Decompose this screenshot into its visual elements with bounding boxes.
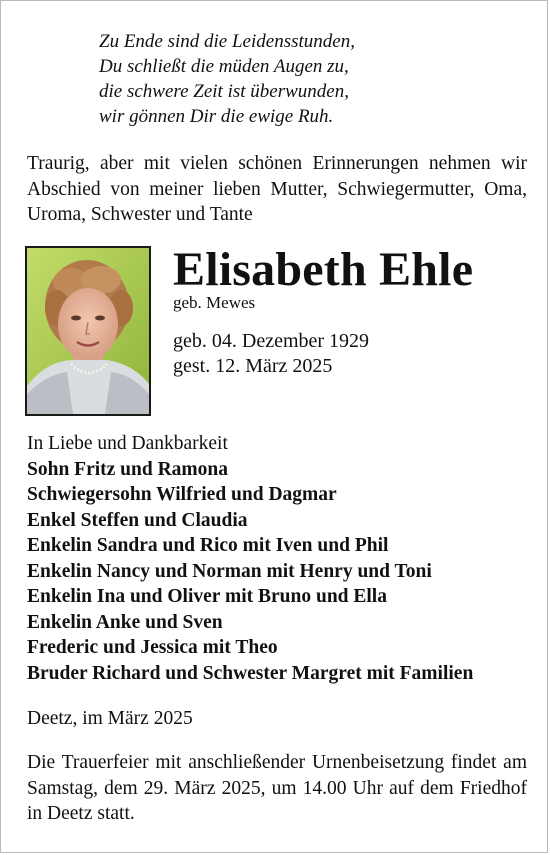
intro-text: Traurig, aber mit vielen schönen Erinnerungen nehmen wir Abschied von meiner lieben Mutter, Schwiegermutter, Oma, Uroma, Schwester und Tante (27, 153, 527, 225)
life-dates (173, 329, 369, 379)
deceased-name: Elisabeth Ehle (173, 243, 474, 296)
portrait-image (27, 248, 149, 414)
mourner-entry: Enkel Steffen und Claudia (27, 509, 248, 531)
mourners-section (27, 431, 473, 686)
maiden-name: geb. Mewes (173, 293, 256, 312)
mourner-entry: Enkelin Sandra und Rico mit Iven und Phil (27, 535, 389, 556)
poem (99, 29, 355, 129)
mourners-list (27, 457, 473, 687)
portrait-photo (25, 246, 151, 416)
mourner-entry: Enkelin Ina und Oliver mit Bruno und Ella (27, 586, 387, 607)
mourner-entry: Frederic und Jessica mit Theo (27, 637, 278, 658)
place-date: Deetz, im März 2025 (27, 708, 193, 729)
mourner-entry: Schwiegersohn Wilfried und Dagmar (27, 484, 337, 505)
poem-line: Zu Ende sind die Leidensstunden, (99, 31, 355, 52)
poem-line: wir gönnen Dir die ewige Ruh. (99, 106, 334, 127)
mourner-entry: Sohn Fritz und Ramona (27, 458, 228, 480)
death-date: gest. 12. März 2025 (173, 355, 333, 377)
mourners-heading: In Liebe und Dankbarkeit (27, 433, 228, 454)
poem-line: Du schließt die müden Augen zu, (99, 56, 349, 77)
funeral-service-info: Die Trauerfeier mit anschließender Urnenbeisetzung findet am Samstag, dem 29. März 2025, um 14.00 Uhr auf dem Friedhof in Deetz statt. (27, 752, 527, 824)
mourner-entry: Enkelin Anke und Sven (27, 611, 223, 633)
poem-line: die schwere Zeit ist überwunden, (99, 81, 349, 102)
mourner-entry: Bruder Richard und Schwester Margret mit Familien (27, 662, 474, 684)
mourner-entry: Enkelin Nancy und Norman mit Henry und Toni (27, 560, 432, 582)
birth-date: geb. 04. Dezember 1929 (173, 330, 370, 352)
